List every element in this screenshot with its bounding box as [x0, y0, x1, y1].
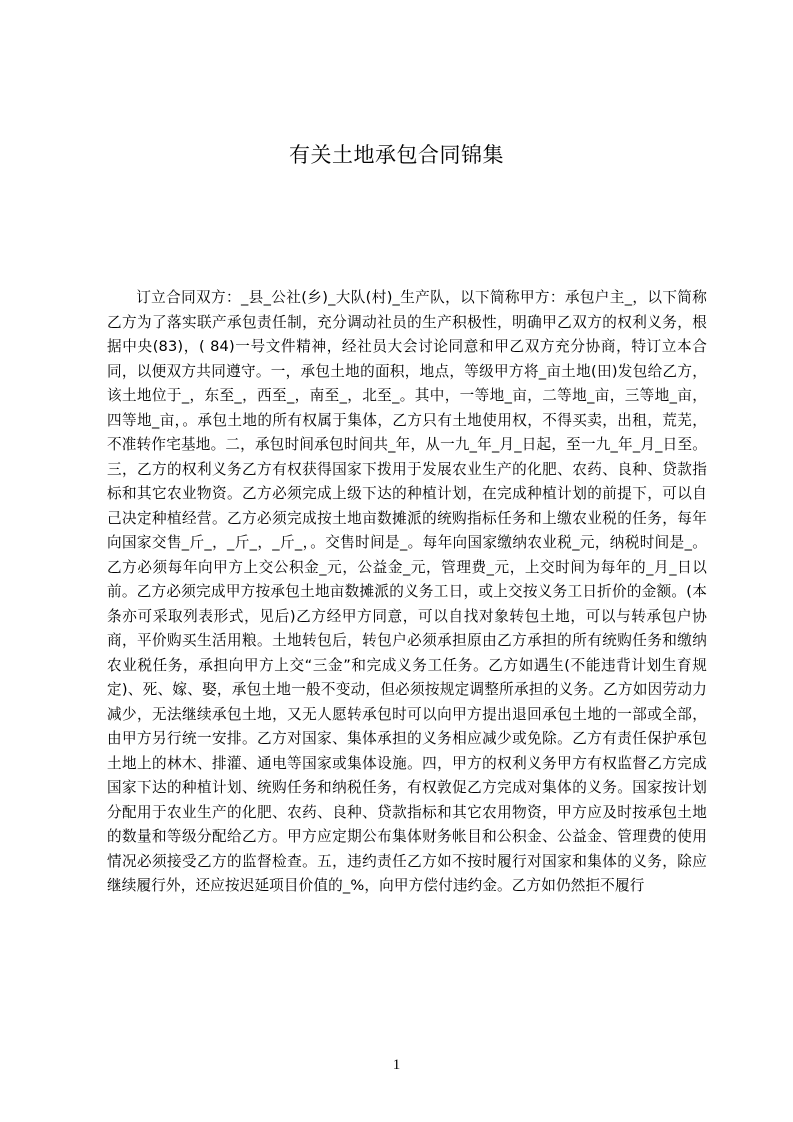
page-number: 1 [392, 1057, 401, 1073]
document-title: 有关土地承包合同锦集 [289, 143, 504, 167]
contract-body-text: 订立合同双方：_县_公社(乡)_大队(村)_生产队，以下简称甲方：承包户主_，以下简称乙方为了落实联产承包责任制，充分调动社员的生产积极性，明确甲乙双方的权利义务，根据中央(83)，( 84)一号文件精神，经社员大会讨论同意和甲乙双方充分协商，特订立本合同，以便双方共同遵守。一，承包土地的面积，地点，等级甲方将_亩土地(田)发包给乙方，该土地位于_，东至_，西至_，南至_，北至_。其中，一等地_亩，二等地_亩，三等地_亩，四等地_亩，。承包土地的所有权属于集体，乙方只有土地使用权，不得买卖，出租，荒芜，不准转作宅基地。二，承包时间承包时间共_年，从一九_年_月_日起，至一九_年_月_日至。三，乙方的权利义务乙方有权获得国家下拨用于发展农业生产的化肥、农药、良种、贷款指标和其它农业物资。乙方必须完成上级下达的种植计划，在完成种植计划的前提下，可以自己决定种植经营。乙方必须完成按土地亩数摊派的统购指标任务和上缴农业税的任务，每年向国家交售_斤_，_斤_，_斤_，。交售时间是_。每年向国家缴纳农业税_元，纳税时间是_。乙方必须每年向甲方上交公积金_元，公益金_元，管理费_元，上交时间为每年的_月_日以前。乙方必须完成甲方按承包土地亩数摊派的义务工日，或上交按义务工日折价的金额。(本条亦可采取列表形式，见后)乙方经甲方同意，可以自找对象转包土地，可以与转承包户协商，平价购买生活用粮。土地转包后，转包户必须承担原由乙方承担的所有统购任务和缴纳农业税任务，承担向甲方上交“三金”和完成义务工任务。乙方如遇生(不能违背计划生育规定)、死、嫁、娶，承包土地一般不变动，但必须按规定调整所承担的义务。乙方如因劳动力减少，无法继续承包土地，又无人愿转承包时可以向甲方提出退回承包土地的一部或全部，由甲方另行统一安排。乙方对国家、集体承担的义务相应减少或免除。乙方有责任保护承包土地上的林木、排灌、通电等国家或集体设施。四，甲方的权利义务甲方有权监督乙方完成国家下达的种植计划、统购任务和纳税任务，有权敦促乙方完成对集体的义务。国家按计划分配用于农业生产的化肥、农药、良种、贷款指标和其它农用物资，甲方应及时按承包土地的数量和等级分配给乙方。甲方应定期公布集体财务帐目和公积金、公益金、管理费的使用情况必须接受乙方的监督检查。五，违约责任乙方如不按时履行对国家和集体的义务，除应继续履行外，还应按迟延项目价值的_%，向甲方偿付违约金。乙方如仍然拒不履行 [107, 289, 707, 894]
